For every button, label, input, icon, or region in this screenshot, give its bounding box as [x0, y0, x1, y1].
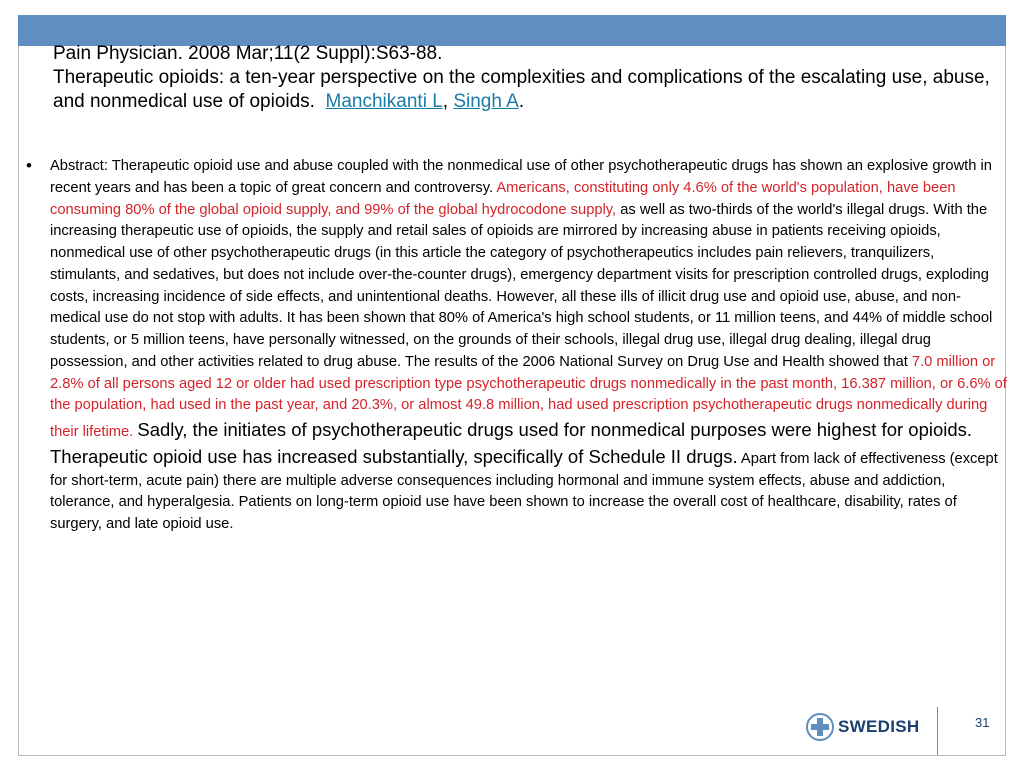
swedish-cross-icon: [806, 713, 834, 741]
citation-journal-line: Pain Physician. 2008 Mar;11(2 Suppl):S63-88.: [53, 43, 443, 64]
citation-end-period: .: [518, 91, 525, 112]
author-link-manchikanti[interactable]: Manchikanti L: [325, 91, 443, 112]
page-number: 31: [975, 715, 990, 730]
abstract-highlight-survey: 7.0 million or 2.8% of all persons aged 12 or older had used prescription type psychotherapeutic drugs nonmedically in the past month, 16.387 million, or 6.6% of the population, had used in the past year, and 20.3%, or almost 49.8 million, had used prescription psychotherapeutic drugs nonmedically during their lifetime.: [50, 353, 1007, 440]
swedish-logo-text: SWEDISH: [838, 717, 920, 736]
abstract-text-intro: Abstract: Therapeutic opioid use and abuse coupled with the nonmedical use of other psychotherapeutic drugs has shown an explosive growth in recent years and has been a topic of great concern and controversy.: [50, 158, 992, 196]
author-link-singh[interactable]: Singh A: [453, 91, 519, 112]
abstract-text-body: as well as two-thirds of the world's illegal drugs. With the increasing therapeutic use of opioids, the supply and retail sales of opioids are mirrored by increasing abuse in patients receiving opioids, nonmedical use of other psychotherapeutic drugs (in this article the category of psychotherapeutics includes pain relievers, tranquilizers, stimulants, and sedatives, but does not include over-the-counter drugs), emergency department visits for prescription controlled drugs, exploding costs, increasing incidence of side effects, and unintentional deaths. However, all these ills of illicit drug use and opioid use, abuse, and non-medical use do not stop with adults. It has been shown that 80% of America's high school students, or 11 million teens, and 44% of middle school students, or 5 million teens, have personally witnessed, on the grounds of their schools, illegal drug use, illegal drug dealing, illegal drug possession, and other activities related to drug abuse. The results of the 2006 National Survey on Drug Use and Health showed that: [50, 201, 993, 370]
author-separator: ,: [442, 91, 454, 112]
citation-title: Therapeutic opioids: a ten-year perspective on the complexities and complications of the escalating use, abuse, and nonmedical use of opioids.: [53, 67, 990, 112]
swedish-logo: [806, 713, 919, 741]
abstract-paragraph: [50, 156, 1008, 536]
footer-divider: [937, 707, 938, 755]
abstract-text-consequences: Apart from lack of effectiveness (except for short-term, acute pain) there are multiple adverse consequences including hormonal and immune system effects, abuse and addiction, tolerance, and hyperalgesia. Patients on long-term opioid use have been shown to increase the overall cost of healthcare, disability, rates of surgery, and late opioid use.: [50, 450, 998, 532]
citation-title-line: [53, 66, 1008, 114]
abstract-highlight-consumption: Americans, constituting only 4.6% of the world's population, have been consuming 80% of the global opioid supply, and 99% of the global hydrocodone supply,: [50, 179, 956, 218]
citation-block: [53, 42, 1008, 114]
abstract-emphasis-initiates: Sadly, the initiates of psychotherapeutic drugs used for nonmedical purposes were highest for opioids. Therapeutic opioid use has increased substantially, specifically of Schedule II drugs.: [50, 419, 973, 467]
bullet-marker: •: [26, 156, 32, 175]
